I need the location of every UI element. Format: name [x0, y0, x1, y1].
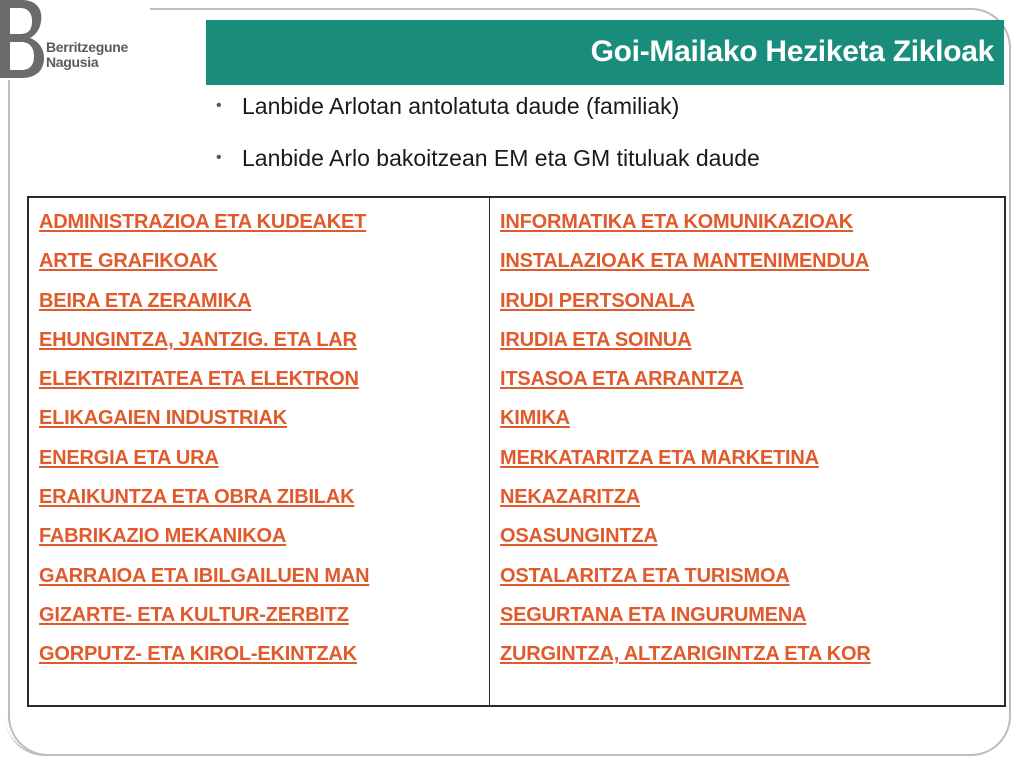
family-item [500, 519, 1004, 558]
family-link[interactable]: FABRIKAZIO MEKANIKOA [39, 525, 287, 548]
bullet-list [216, 88, 760, 192]
title-bar [206, 20, 1004, 85]
logo-text [46, 40, 128, 70]
family-item [39, 362, 489, 401]
family-link[interactable]: MERKATARITZA ETA MARKETINA [500, 446, 819, 469]
family-item [39, 244, 489, 283]
logo-line1: Berritzegune [46, 39, 128, 55]
family-link[interactable]: ARTE GRAFIKOAK [39, 250, 218, 273]
family-item [500, 205, 1004, 244]
bullet-icon: • [216, 149, 222, 166]
logo-line2: Nagusia [46, 54, 99, 70]
family-item [39, 519, 489, 558]
b-logo-icon [0, 0, 46, 78]
family-link[interactable]: GORPUTZ- ETA KIROL-EKINTZAK [39, 643, 357, 666]
family-item [500, 637, 1004, 676]
page-title: Goi-Mailako Heziketa Zikloak [590, 35, 994, 68]
family-link[interactable]: ADMINISTRAZIOA ETA KUDEAKET [39, 211, 367, 233]
family-item [39, 441, 489, 480]
family-item [39, 401, 489, 440]
family-link[interactable]: NEKAZARITZA [500, 486, 641, 509]
family-item [39, 284, 489, 323]
family-link[interactable]: ENERGIA ETA URA [39, 446, 219, 469]
bullet-item [216, 140, 760, 192]
family-item [39, 559, 489, 598]
family-item [500, 323, 1004, 362]
bullet-icon: • [216, 97, 222, 114]
family-link[interactable]: INFORMATIKA ETA KOMUNIKAZIOAK [500, 211, 854, 233]
bullet-text: Lanbide Arlotan antolatuta daude (familiak) [242, 93, 680, 119]
family-item [39, 598, 489, 637]
families-table [27, 196, 1006, 707]
family-link[interactable]: ERAIKUNTZA ETA OBRA ZIBILAK [39, 486, 355, 509]
family-link[interactable]: KIMIKA [500, 407, 570, 430]
bullet-text: Lanbide Arlo bakoitzean EM eta GM tituluak daude [242, 145, 760, 171]
family-link[interactable]: SEGURTANA ETA INGURUMENA [500, 603, 807, 626]
bullet-item [216, 88, 760, 140]
family-item [500, 401, 1004, 440]
family-item [500, 362, 1004, 401]
family-link[interactable]: EHUNGINTZA, JANTZIG. ETA LAR [39, 328, 357, 351]
frame-corner-bottom-left [8, 700, 58, 756]
family-item [39, 637, 489, 676]
family-link[interactable]: IRUDI PERTSONALA [500, 289, 695, 312]
family-link[interactable]: ELEKTRIZITATEA ETA ELEKTRON [39, 368, 359, 391]
family-link[interactable]: OSTALARITZA ETA TURISMOA [500, 564, 790, 587]
family-link[interactable]: ITSASOA ETA ARRANTZA [500, 368, 744, 391]
families-column-right [490, 198, 1004, 705]
family-link[interactable]: GARRAIOA ETA IBILGAILUEN MAN [39, 564, 370, 587]
family-link[interactable]: ZURGINTZA, ALTZARIGINTZA ETA KOR [500, 643, 871, 666]
family-item [500, 244, 1004, 283]
family-link[interactable]: INSTALAZIOAK ETA MANTENIMENDUA [500, 250, 870, 273]
family-item [39, 205, 489, 244]
family-link[interactable]: GIZARTE- ETA KULTUR-ZERBITZ [39, 603, 349, 626]
family-link[interactable]: BEIRA ETA ZERAMIKA [39, 289, 252, 312]
family-item [500, 284, 1004, 323]
family-link[interactable]: OSASUNGINTZA [500, 525, 658, 548]
family-link[interactable]: ELIKAGAIEN INDUSTRIAK [39, 407, 288, 430]
family-link[interactable]: IRUDIA ETA SOINUA [500, 328, 692, 351]
family-item [500, 598, 1004, 637]
frame-border-left [8, 80, 10, 720]
family-item [500, 441, 1004, 480]
family-item [500, 480, 1004, 519]
family-item [39, 323, 489, 362]
berritzegune-logo [0, 0, 160, 80]
family-item [39, 480, 489, 519]
families-column-left [29, 198, 490, 705]
family-item [500, 559, 1004, 598]
